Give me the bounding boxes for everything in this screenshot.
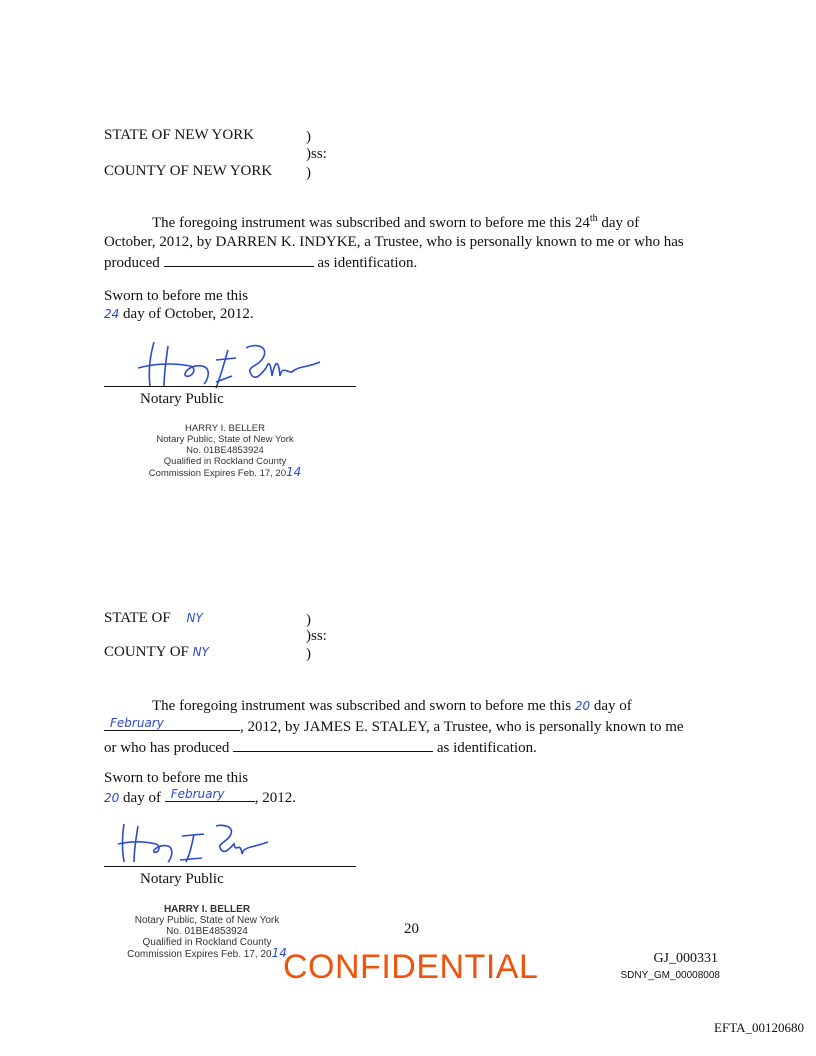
notary-public-label: Notary Public — [140, 391, 224, 407]
id-blank-line — [233, 737, 433, 752]
jurat-paragraph-1 — [104, 214, 719, 273]
handwritten-day: 20 — [104, 791, 120, 805]
jurat-text: day of — [597, 215, 640, 231]
state-label: STATE OF NEW YORK — [104, 127, 255, 143]
handwritten-state: NY — [186, 611, 203, 625]
venue-paren: ) — [306, 612, 311, 628]
ordinal-suffix: th — [589, 213, 598, 224]
jurat-text: as identification. — [317, 255, 418, 271]
stamp-title: Notary Public, State of New York — [156, 434, 294, 445]
stamp-expires: Commission Expires Feb. 17, 2014 — [148, 465, 302, 479]
jurat-text: day of — [593, 698, 632, 714]
stamp-number: No. 01BE4853924 — [166, 926, 248, 937]
stamp-qualified: Qualified in Rockland County — [142, 937, 272, 948]
handwritten-month: February — [170, 787, 225, 801]
stamp-title: Notary Public, State of New York — [134, 915, 280, 926]
bates-number-sdny: SDNY_GM_00008008 — [620, 970, 720, 981]
venue-paren: ) — [306, 129, 311, 145]
signature-line — [104, 386, 356, 387]
jurat-text: , 2012, by JAMES E. STALEY, a Trustee, who is personally known to me — [240, 719, 684, 735]
sworn-text: , 2012. — [254, 790, 296, 806]
ss-label: )ss: — [306, 146, 327, 162]
handwritten-day: 24 — [104, 307, 120, 321]
sworn-text: Sworn to before me this — [104, 288, 249, 304]
id-blank-line — [164, 252, 314, 267]
handwritten-day: 20 — [574, 699, 591, 713]
state-label: STATE OF NY — [104, 610, 203, 626]
county-label: COUNTY OF NY — [104, 644, 209, 660]
signature-line — [104, 866, 356, 867]
county-label: COUNTY OF NEW YORK — [104, 163, 273, 179]
jurat-text: The foregoing instrument was subscribed and sworn to before me this — [152, 698, 572, 714]
venue-paren: ) — [306, 646, 311, 662]
jurat-text: The foregoing instrument was subscribed and sworn to before me this 24 — [152, 215, 590, 231]
stamp-name: HARRY I. BELLER — [163, 904, 251, 915]
confidential-watermark: CONFIDENTIAL — [283, 948, 539, 986]
handwritten-year: 14 — [271, 946, 287, 960]
sworn-text: day of — [123, 790, 161, 806]
jurat-text: or who has produced — [104, 740, 230, 756]
notary-signature-2 — [112, 818, 282, 868]
stamp-number: No. 01BE4853924 — [186, 445, 264, 456]
notary-stamp-2 — [114, 904, 300, 960]
stamp-name: HARRY I. BELLER — [185, 423, 265, 434]
sworn-date-line — [104, 305, 254, 324]
handwritten-county: NY — [192, 645, 209, 659]
sworn-text: Sworn to before me this — [104, 770, 249, 786]
efta-number: EFTA_00120680 — [714, 1020, 804, 1035]
handwritten-year: 14 — [286, 465, 302, 479]
bates-number-gj: GJ_000331 — [653, 951, 718, 966]
notary-stamp-1 — [140, 423, 310, 479]
month-blank-line — [165, 787, 255, 802]
stamp-expires: Commission Expires Feb. 17, 2014 — [127, 946, 287, 960]
month-blank-line — [104, 716, 240, 731]
jurat-paragraph-2 — [104, 697, 719, 758]
jurat-text: October, 2012, by DARREN K. INDYKE, a Trustee, who is personally known to me or who has — [104, 234, 684, 250]
sworn-text: day of October, 2012. — [123, 306, 254, 322]
sworn-date-line — [104, 787, 296, 808]
jurat-text: as identification. — [436, 740, 537, 756]
ss-label: )ss: — [306, 628, 327, 644]
handwritten-month: February — [110, 716, 164, 730]
stamp-qualified: Qualified in Rockland County — [163, 456, 287, 467]
page-number: 20 — [404, 921, 419, 937]
jurat-text: produced — [104, 255, 160, 271]
venue-paren: ) — [306, 165, 311, 181]
notary-public-label: Notary Public — [140, 871, 224, 887]
